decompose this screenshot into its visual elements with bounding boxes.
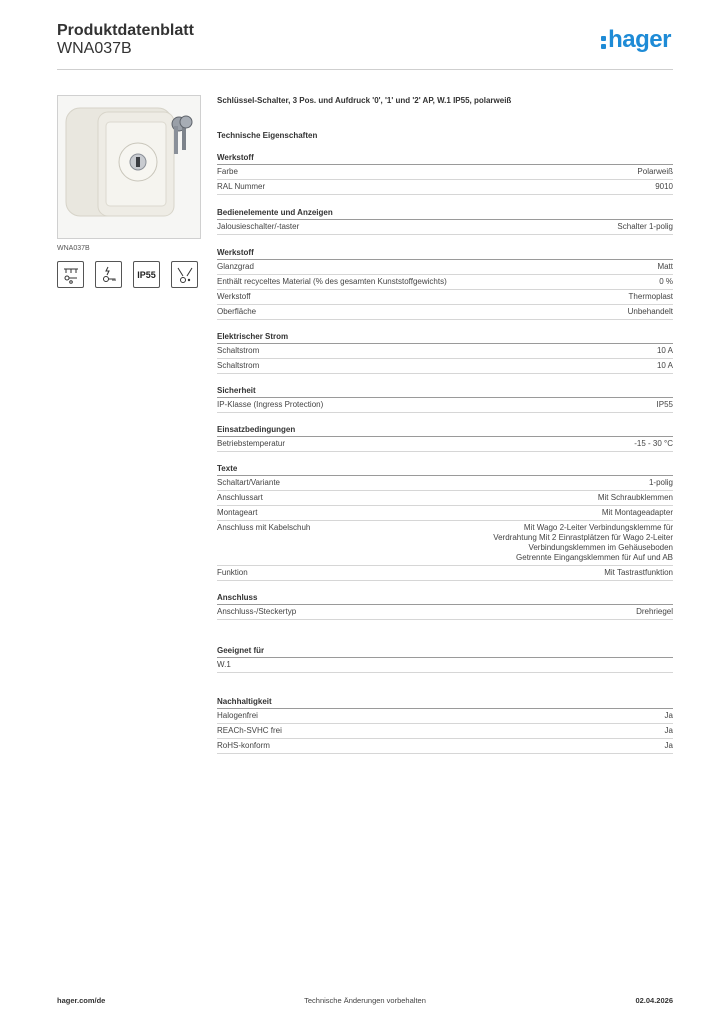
property-row [217,305,673,320]
footer-note: Technische Änderungen vorbehalten [304,996,426,1005]
property-label: Montageart [217,508,258,517]
property-label: Farbe [217,167,238,176]
product-sidebar [57,95,202,288]
property-label: Schaltstrom [217,346,260,355]
section-title: Einsatzbedingungen [217,425,673,437]
section-title: Werkstoff [217,153,673,165]
property-row [217,506,673,521]
property-value: 0 % [659,277,673,286]
shutter-switch-icon [57,261,84,288]
property-value: Schalter 1-polig [617,222,673,231]
property-value: Matt [657,262,673,271]
property-value: -15 - 30 °C [634,439,673,448]
property-value: Mit Schraubklemmen [597,493,673,502]
property-value: Mit Montageadapter [601,508,673,517]
property-value: Thermoplast [628,292,673,301]
property-row [217,437,673,452]
property-label: Werkstoff [217,292,251,301]
property-row [217,275,673,290]
key-switch-product-icon [58,96,201,239]
section-title: Anschluss [217,593,673,605]
property-value: IP55 [656,400,673,409]
property-label: W.1 [217,660,231,669]
section-title: Texte [217,464,673,476]
page-header [57,22,673,70]
property-value: 1-polig [648,478,673,487]
property-label: REACh-SVHC frei [217,726,282,735]
logo-dots-icon [601,36,606,49]
property-row [217,344,673,359]
document-title: Produktdatenblatt [57,22,194,39]
property-value: Ja [664,711,673,720]
property-value: Ja [664,726,673,735]
product-details [217,96,673,754]
property-section [217,646,673,673]
section-title: Elektrischer Strom [217,332,673,344]
section-title: Bedienelemente und Anzeigen [217,208,673,220]
product-image [57,95,201,239]
product-code: WNA037B [57,40,132,57]
property-label: IP-Klasse (Ingress Protection) [217,400,324,409]
product-description: Schlüssel-Schalter, 3 Pos. und Aufdruck '0', '1' und '2' AP, W.1 IP55, polarweiß [217,96,512,105]
technical-properties-heading: Technische Eigenschaften [217,131,318,140]
property-label: Anschlussart [217,493,263,502]
image-caption: WNA037B [57,245,90,252]
property-value: Unbehandelt [627,307,673,316]
feature-icons [57,261,202,288]
property-value: Drehriegel [636,607,673,616]
section-title: Nachhaltigkeit [217,697,673,709]
section-title: Sicherheit [217,386,673,398]
property-row [217,724,673,739]
property-label: RAL Nummer [217,182,266,191]
property-label: RoHS-konform [217,741,270,750]
property-row [217,605,673,620]
property-row [217,359,673,374]
property-row [217,165,673,180]
property-label: Betriebstemperatur [217,439,286,448]
property-section [217,332,673,374]
logo-text: hager [608,26,671,53]
property-label: Halogenfrei [217,711,258,720]
property-section [217,248,673,320]
property-label: Anschluss-/Steckertyp [217,607,297,616]
property-row [217,709,673,724]
property-row [217,658,673,673]
property-section [217,153,673,195]
property-value: Polarweiß [637,167,673,176]
property-label: Glanzgrad [217,262,254,271]
property-row [217,260,673,275]
property-row [217,491,673,506]
section-title: Geeignet für [217,646,673,658]
key-switch-icon [95,261,122,288]
property-section [217,208,673,235]
footer-website-link[interactable]: hager.com/de [57,996,106,1005]
property-label: Enthält recyceltes Material (% des gesamten Kunststoffgewichts) [217,277,447,286]
property-value: Ja [664,741,673,750]
property-value: 10 A [656,361,673,370]
property-row [217,180,673,195]
section-title: Werkstoff [217,248,673,260]
screw-terminal-icon [171,261,198,288]
footer-date: 02.04.2026 [635,996,673,1005]
property-label: Schaltart/Variante [217,478,280,487]
property-row [217,398,673,413]
property-label: Anschluss mit Kabelschuh [217,523,311,532]
properties-list [217,153,673,754]
property-label: Oberfläche [217,307,257,316]
property-label: Schaltstrom [217,361,260,370]
property-label: Funktion [217,568,248,577]
property-row [217,220,673,235]
property-section [217,697,673,754]
property-row [217,290,673,305]
property-value: Mit Tastrastfunktion [604,568,673,577]
property-row [217,566,673,581]
property-section [217,593,673,620]
property-value: 9010 [655,182,673,191]
property-section [217,425,673,452]
property-row [217,521,673,566]
property-value: Mit Wago 2-Leiter Verbindungsklemme für Verdrahtung Mit 2 Einrastplätzen für Wago 2-Leiter Verbindungsklemmen im Gehäuseboden Getrennte Eingangsklemmen für Auf und AB [493,523,673,562]
property-value: 10 A [656,346,673,355]
property-section [217,386,673,413]
property-row [217,739,673,754]
property-label: Jalousieschalter/-taster [217,222,300,231]
ip55-icon: IP55 [133,261,160,288]
property-section [217,464,673,581]
hager-logo [601,26,671,54]
property-row [217,476,673,491]
